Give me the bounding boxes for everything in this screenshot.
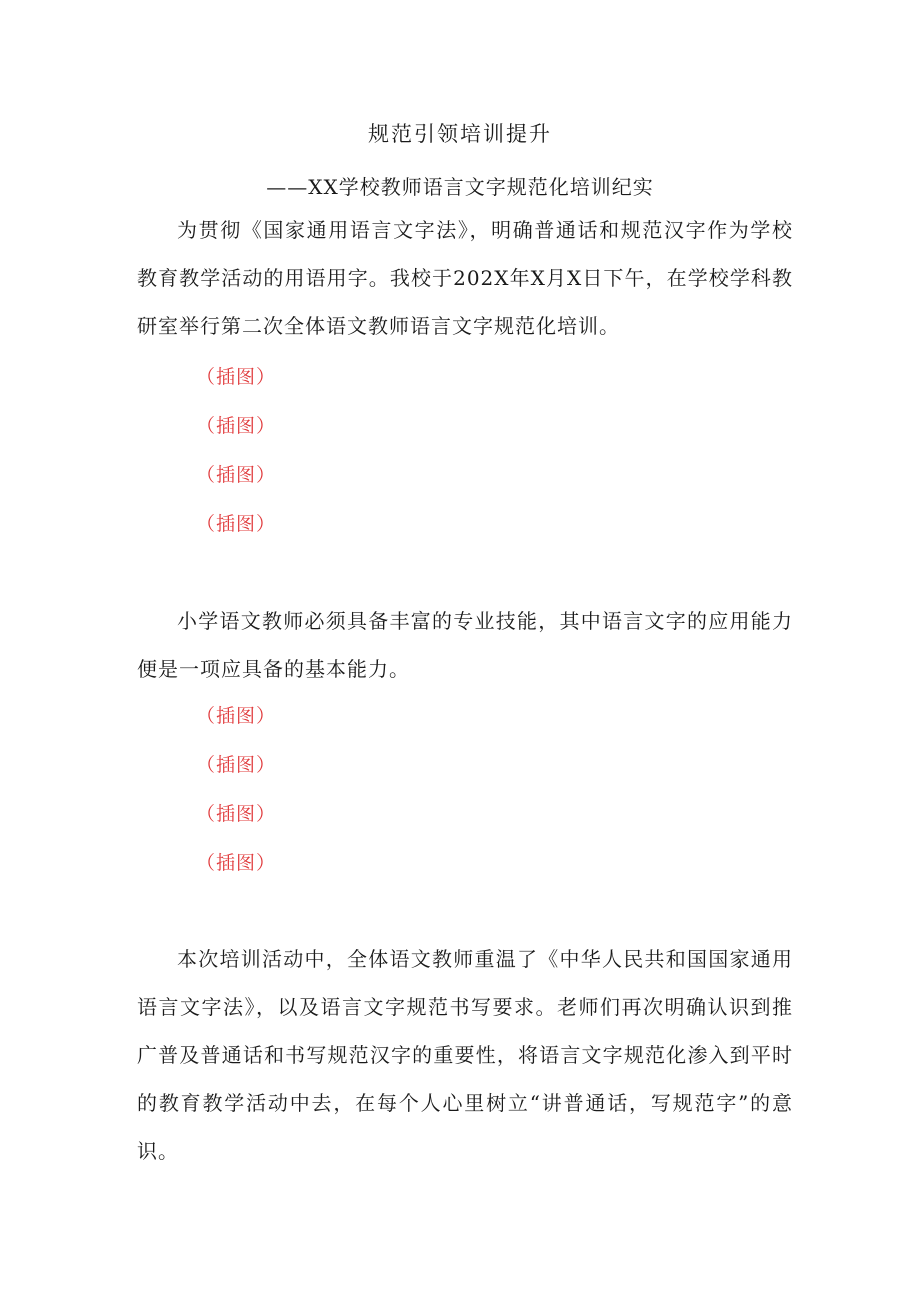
image-placeholder: （插图） bbox=[196, 415, 277, 437]
document-title: 规范引领培训提升 bbox=[368, 122, 552, 146]
image-placeholder: （插图） bbox=[196, 852, 277, 874]
image-placeholder: （插图） bbox=[196, 754, 277, 776]
image-placeholder: （插图） bbox=[196, 803, 277, 825]
image-placeholder: （插图） bbox=[196, 705, 277, 727]
paragraph-intro: 为贯彻《国家通用语言文字法》，明确普通话和规范汉字作为学校教育教学活动的用语用字。我校于202X年X月X日下午，在学校学科教研室举行第二次全体语文教师语言文字规范化培训。 bbox=[137, 218, 793, 338]
image-placeholder: （插图） bbox=[196, 366, 277, 388]
image-placeholder: （插图） bbox=[196, 513, 277, 535]
image-placeholder: （插图） bbox=[196, 464, 277, 486]
paragraph-training-summary: 本次培训活动中，全体语文教师重温了《中华人民共和国国家通用语言文字法》，以及语言文字规范书写要求。老师们再次明确认识到推广普及普通话和书写规范汉字的重要性，将语言文字规范化渗入到平时的教育教学活动中去，在每个人心里树立“讲普通话，写规范字”的意识。 bbox=[137, 947, 793, 1163]
paragraph-skills: 小学语文教师必须具备丰富的专业技能，其中语言文字的应用能力便是一项应具备的基本能力。 bbox=[137, 609, 793, 681]
document-subtitle: ——XX学校教师语言文字规范化培训纪实 bbox=[266, 175, 654, 199]
